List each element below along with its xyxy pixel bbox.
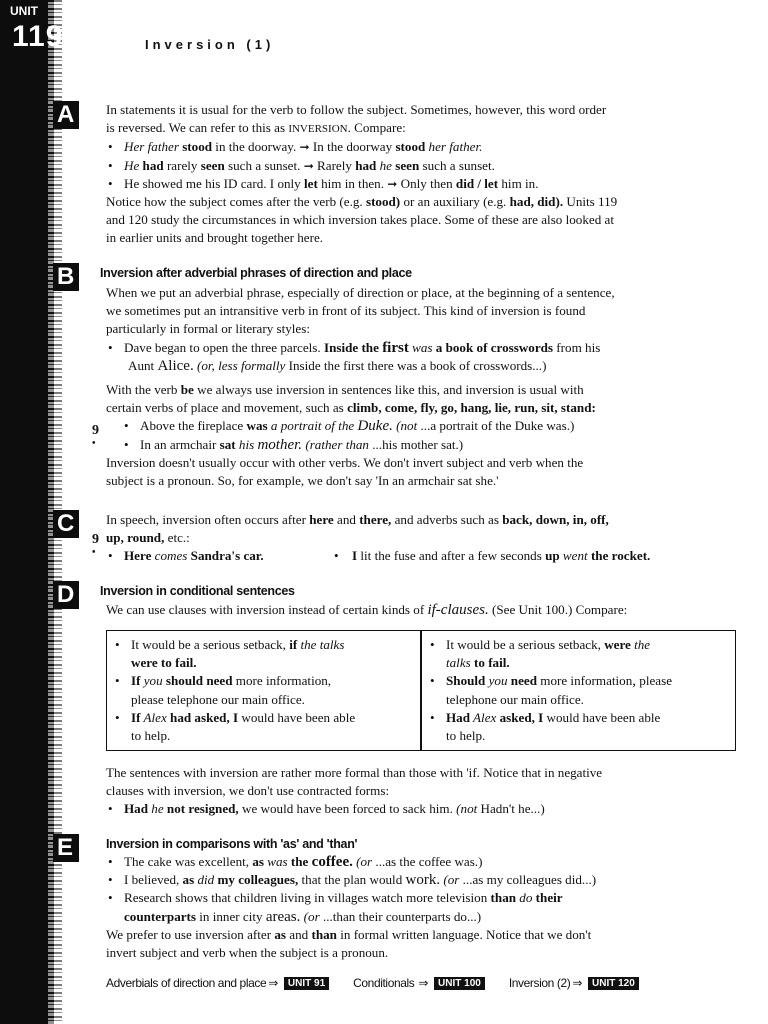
list-item <box>131 672 414 708</box>
section-b-heading: Inversion after adverbial phrases of direction and place <box>100 266 412 280</box>
text: We can use clauses with inversion instead of certain kinds of <box>106 602 428 617</box>
text: was <box>263 854 288 869</box>
paragraph <box>106 119 742 138</box>
section-e-body <box>106 853 742 962</box>
text: as <box>182 872 195 888</box>
text: mother. <box>257 436 303 453</box>
text: subject is a pronoun. So, for example, we don't say 'In an armchair sat she.' <box>106 473 499 489</box>
text: had asked, I <box>166 709 239 725</box>
pointer-dot: • <box>92 547 96 558</box>
section-letter-e: E <box>53 834 79 862</box>
example-list <box>106 339 742 375</box>
paragraph <box>106 926 742 944</box>
list-item <box>140 436 742 454</box>
comparison-column-if <box>107 631 420 750</box>
list-item <box>124 800 742 818</box>
text: telephone our main office. <box>446 691 584 707</box>
unit-side-strip <box>0 0 54 1024</box>
text: were to fail. <box>131 655 197 671</box>
text: Units 119 <box>563 194 618 210</box>
text: were <box>604 637 631 652</box>
section-a-body <box>106 101 742 248</box>
paragraph <box>106 101 742 119</box>
example-list <box>106 417 742 453</box>
paragraph <box>106 472 742 490</box>
text: in inner city <box>196 908 266 924</box>
paragraph <box>106 782 742 800</box>
paragraph <box>106 601 742 619</box>
text: in formal written language. Notice that we don't <box>336 926 592 942</box>
text: ...than their counterparts do...) <box>319 908 482 924</box>
list-item <box>131 709 414 745</box>
example-row <box>106 547 742 565</box>
text: went <box>559 548 588 564</box>
text: him in then. <box>317 175 388 191</box>
text: here <box>309 512 334 527</box>
paragraph <box>106 211 742 229</box>
text: was <box>246 418 268 434</box>
text: Notice how the subject comes after the verb (e.g. <box>106 194 366 210</box>
text: the <box>287 854 312 869</box>
text: to help. <box>446 728 486 744</box>
text: there, <box>359 512 392 527</box>
text: Above the fireplace <box>140 418 247 434</box>
text: In an armchair <box>140 436 220 452</box>
section-letter-a: A <box>53 101 79 129</box>
text: had <box>139 157 164 173</box>
list-item <box>124 339 742 375</box>
list-item <box>446 672 729 708</box>
text: would have been able <box>543 709 661 725</box>
text: (See Unit 100.) Compare: <box>488 602 628 617</box>
text: ...his mother sat.) <box>368 436 464 452</box>
text: had <box>355 157 377 173</box>
text: counterparts <box>124 908 197 924</box>
section-letter-b: B <box>53 263 79 291</box>
text: his <box>235 436 258 452</box>
text: He showed me his ID card. I only <box>124 175 304 191</box>
text: need <box>507 673 537 689</box>
text: please <box>636 673 673 689</box>
text: be <box>180 382 194 398</box>
section-letter-d: D <box>53 581 79 609</box>
text: a portrait of the <box>267 418 358 434</box>
text: and <box>286 926 312 942</box>
text: Inversion doesn't usually occur with other verbs. We don't invert subject and verb when the <box>106 454 584 470</box>
section-e-heading: Inversion in comparisons with 'as' and 'than' <box>106 837 358 851</box>
text: (or, less formally <box>193 357 286 373</box>
text: stood <box>178 139 213 155</box>
text: and 120 study the circumstances in which inversion takes place. Some of these are also looked at <box>106 212 614 228</box>
text: He <box>124 157 140 173</box>
text: (or <box>440 872 460 888</box>
text: to help. <box>131 728 171 744</box>
text: In the doorway <box>309 139 396 155</box>
list-item <box>124 871 742 889</box>
text: please telephone our main office. <box>131 691 305 707</box>
paragraph <box>106 454 742 472</box>
text: ...as my colleagues did...) <box>459 872 597 888</box>
text: we would have been forced to sack him. <box>238 801 457 817</box>
text: we always use inversion in sentences like this, and inversion is usual with <box>193 382 584 398</box>
text: In speech, inversion often occurs after <box>106 512 310 527</box>
example-list <box>106 853 742 926</box>
text: sat <box>219 436 236 452</box>
section-c-body <box>106 511 742 566</box>
text: her father. <box>425 139 483 155</box>
text: than <box>311 926 337 942</box>
text: was <box>408 339 433 355</box>
example-list <box>106 138 742 193</box>
list-item <box>124 853 742 871</box>
unit-badge: UNIT 120 <box>588 977 639 990</box>
text: in earlier units and brought together here. <box>106 230 324 246</box>
text: Should <box>446 673 486 689</box>
text: ...as the coffee was.) <box>372 854 483 869</box>
text: and <box>333 512 360 527</box>
text: . Compare: <box>347 120 406 136</box>
arrow-icon: ⇒ <box>572 976 582 990</box>
term-inversion: INVERSION <box>288 123 348 136</box>
text: If <box>131 673 141 689</box>
text: The sentences with inversion are rather more formal than those with 'if. Notice that in negative <box>106 765 603 780</box>
text: should need <box>162 673 233 689</box>
text: Hadn't he...) <box>477 801 545 817</box>
text: and adverbs such as <box>391 512 503 527</box>
text: let <box>304 175 318 191</box>
text: Research shows that children living in villages watch more television <box>124 890 491 906</box>
arrow-icon: ➞ <box>303 158 314 173</box>
section-d-body <box>106 764 742 819</box>
text: particularly in formal or literary styles: <box>106 321 310 337</box>
example-list <box>106 800 742 818</box>
text: Inversion (2) <box>508 976 571 990</box>
paragraph <box>106 944 742 962</box>
paragraph <box>106 511 742 529</box>
text: in the doorway. <box>212 139 300 155</box>
text: Had <box>446 709 471 725</box>
paragraph <box>106 284 742 302</box>
text: such a sunset. <box>419 157 495 173</box>
text: as <box>252 854 264 869</box>
text: (or <box>352 854 373 869</box>
text: Duke. <box>357 418 393 435</box>
text: areas. <box>265 908 301 925</box>
pointer-mark: 9 <box>92 532 99 547</box>
text: comes <box>154 548 188 564</box>
text: did / let <box>455 175 499 191</box>
text: than <box>490 890 517 906</box>
text: If <box>131 709 141 725</box>
text: Sandra's car. <box>187 548 264 564</box>
text: up, round, <box>106 530 165 546</box>
text: their <box>532 890 563 906</box>
text: Alex <box>470 709 497 725</box>
text: coffee. <box>311 854 353 870</box>
text: clauses with inversion, we don't use contracted forms: <box>106 783 390 799</box>
list-item <box>124 157 742 175</box>
text: is reversed. We can refer to this as <box>106 120 289 136</box>
text: It would be a serious setback, <box>131 637 290 652</box>
text: , <box>632 673 637 690</box>
arrow-icon: ⇒ <box>418 976 429 990</box>
text: would have been able <box>238 709 356 725</box>
text: Alice. <box>157 357 194 374</box>
comparison-column-inversion <box>420 631 735 750</box>
text: stood <box>395 139 426 155</box>
text: to fail. <box>470 655 510 671</box>
text: Inside the first there was a book of crosswords...) <box>285 357 547 373</box>
text: Adverbials of direction and place <box>106 976 267 990</box>
text: Aunt <box>128 357 158 373</box>
list-item: • Here comes Sandra's car. <box>108 548 264 564</box>
text: the talks <box>297 637 345 652</box>
text: him in. <box>498 175 539 191</box>
text: from his <box>553 339 601 355</box>
text: Had <box>124 801 149 817</box>
text: ...a portrait of the Duke was.) <box>417 418 575 434</box>
text: a book of crosswords <box>432 339 554 355</box>
text: stood) <box>365 194 401 210</box>
text: he <box>376 157 392 173</box>
pointer-dot: • <box>92 438 96 449</box>
comparison-table <box>106 630 736 751</box>
text: I <box>352 548 358 564</box>
text: talks <box>446 655 471 671</box>
example-list <box>131 636 414 745</box>
cross-reference-footer <box>106 976 663 990</box>
section-d-intro <box>106 601 742 619</box>
cross-reference-link[interactable] <box>353 976 485 990</box>
list-item: • I lit the fuse and after a few seconds up went the rocket. <box>334 548 651 564</box>
text: Here <box>124 548 155 564</box>
text: I believed, <box>124 872 183 888</box>
list-item <box>124 138 742 156</box>
text: asked, I <box>496 709 544 725</box>
page-title: Inversion (1) <box>145 37 275 52</box>
text: more information, <box>232 673 332 689</box>
arrow-icon: ➞ <box>387 176 398 191</box>
text: etc.: <box>164 530 190 546</box>
list-item <box>140 417 742 435</box>
text: (rather than <box>302 436 369 452</box>
paragraph <box>106 381 742 399</box>
pointer-mark: 9 <box>92 423 99 438</box>
text: In statements it is usual for the verb to follow the subject. Sometimes, however, this word order <box>106 102 607 117</box>
arrow-icon: ⇒ <box>268 976 278 990</box>
text: seen <box>200 157 225 173</box>
cross-reference-link[interactable] <box>509 976 639 990</box>
paragraph <box>106 193 742 211</box>
text: more information <box>536 673 633 689</box>
text: invert subject and verb when the subject is a pronoun. <box>106 945 389 961</box>
text: certain verbs of place and movement, such as <box>106 400 348 416</box>
section-d-heading: Inversion in conditional sentences <box>100 584 295 598</box>
paragraph <box>106 320 742 338</box>
text: did <box>194 872 215 888</box>
list-item <box>446 636 729 672</box>
paragraph <box>106 529 742 547</box>
text: When we put an adverbial phrase, especially of direction or place, at the beginning of a sentence, <box>106 285 615 300</box>
text: such a sunset. <box>224 157 304 173</box>
text: climb, come, fly, go, hang, lie, run, sit, stand: <box>347 400 596 416</box>
text: (not <box>392 418 418 434</box>
text: work. <box>405 872 441 889</box>
text: seen <box>391 157 420 173</box>
unit-badge: UNIT 100 <box>434 977 485 990</box>
text: if <box>289 637 298 652</box>
text: It would be a serious setback, <box>446 637 605 652</box>
text: the <box>630 637 651 652</box>
text: the rocket. <box>587 548 651 564</box>
text: that the plan would <box>298 872 406 888</box>
text: we sometimes put an intransitive verb in front of its subject. This kind of inversion is found <box>106 303 586 319</box>
text: had, did). <box>509 194 564 210</box>
cross-reference-link[interactable] <box>106 976 329 990</box>
paragraph <box>106 302 742 320</box>
section-letter-c: C <box>53 510 79 538</box>
text: or an auxiliary (e.g. <box>400 194 510 210</box>
text: Inside the <box>323 339 383 355</box>
unit-number: 119 <box>12 20 64 53</box>
list-item <box>124 175 742 193</box>
text: he <box>148 801 164 817</box>
text: Dave began to open the three parcels. <box>124 339 324 355</box>
text: Conditionals <box>353 976 415 990</box>
text: Only then <box>397 175 456 191</box>
list-item <box>131 636 414 672</box>
text: you <box>140 673 163 689</box>
unit-badge: UNIT 91 <box>284 977 329 990</box>
paragraph <box>106 399 742 417</box>
text: first <box>382 339 409 356</box>
text: Her father <box>124 139 179 155</box>
text: (or <box>300 908 320 924</box>
text: With the verb <box>106 382 181 398</box>
text: (not <box>456 801 478 817</box>
list-item <box>124 889 742 925</box>
text: my colleagues, <box>214 872 299 888</box>
text: The cake was excellent, <box>124 854 253 869</box>
text: as <box>274 926 287 942</box>
list-item <box>446 709 729 745</box>
text: do <box>516 890 533 906</box>
text: Alex <box>140 709 167 725</box>
text: if-clauses. <box>427 602 489 618</box>
text: rarely <box>163 157 201 173</box>
arrow-icon: ➞ <box>299 140 310 155</box>
unit-label: UNIT <box>10 4 38 18</box>
text: back, down, in, off, <box>502 512 609 527</box>
paragraph <box>106 229 742 247</box>
paragraph <box>106 764 742 782</box>
section-b-body <box>106 284 742 490</box>
example-list <box>446 636 729 745</box>
text: not resigned, <box>163 801 239 817</box>
text: you <box>485 673 508 689</box>
text: Rarely <box>313 157 356 173</box>
text: lit the fuse and after a few seconds <box>357 548 546 564</box>
text: We prefer to use inversion after <box>106 926 275 942</box>
text: up <box>545 548 560 564</box>
